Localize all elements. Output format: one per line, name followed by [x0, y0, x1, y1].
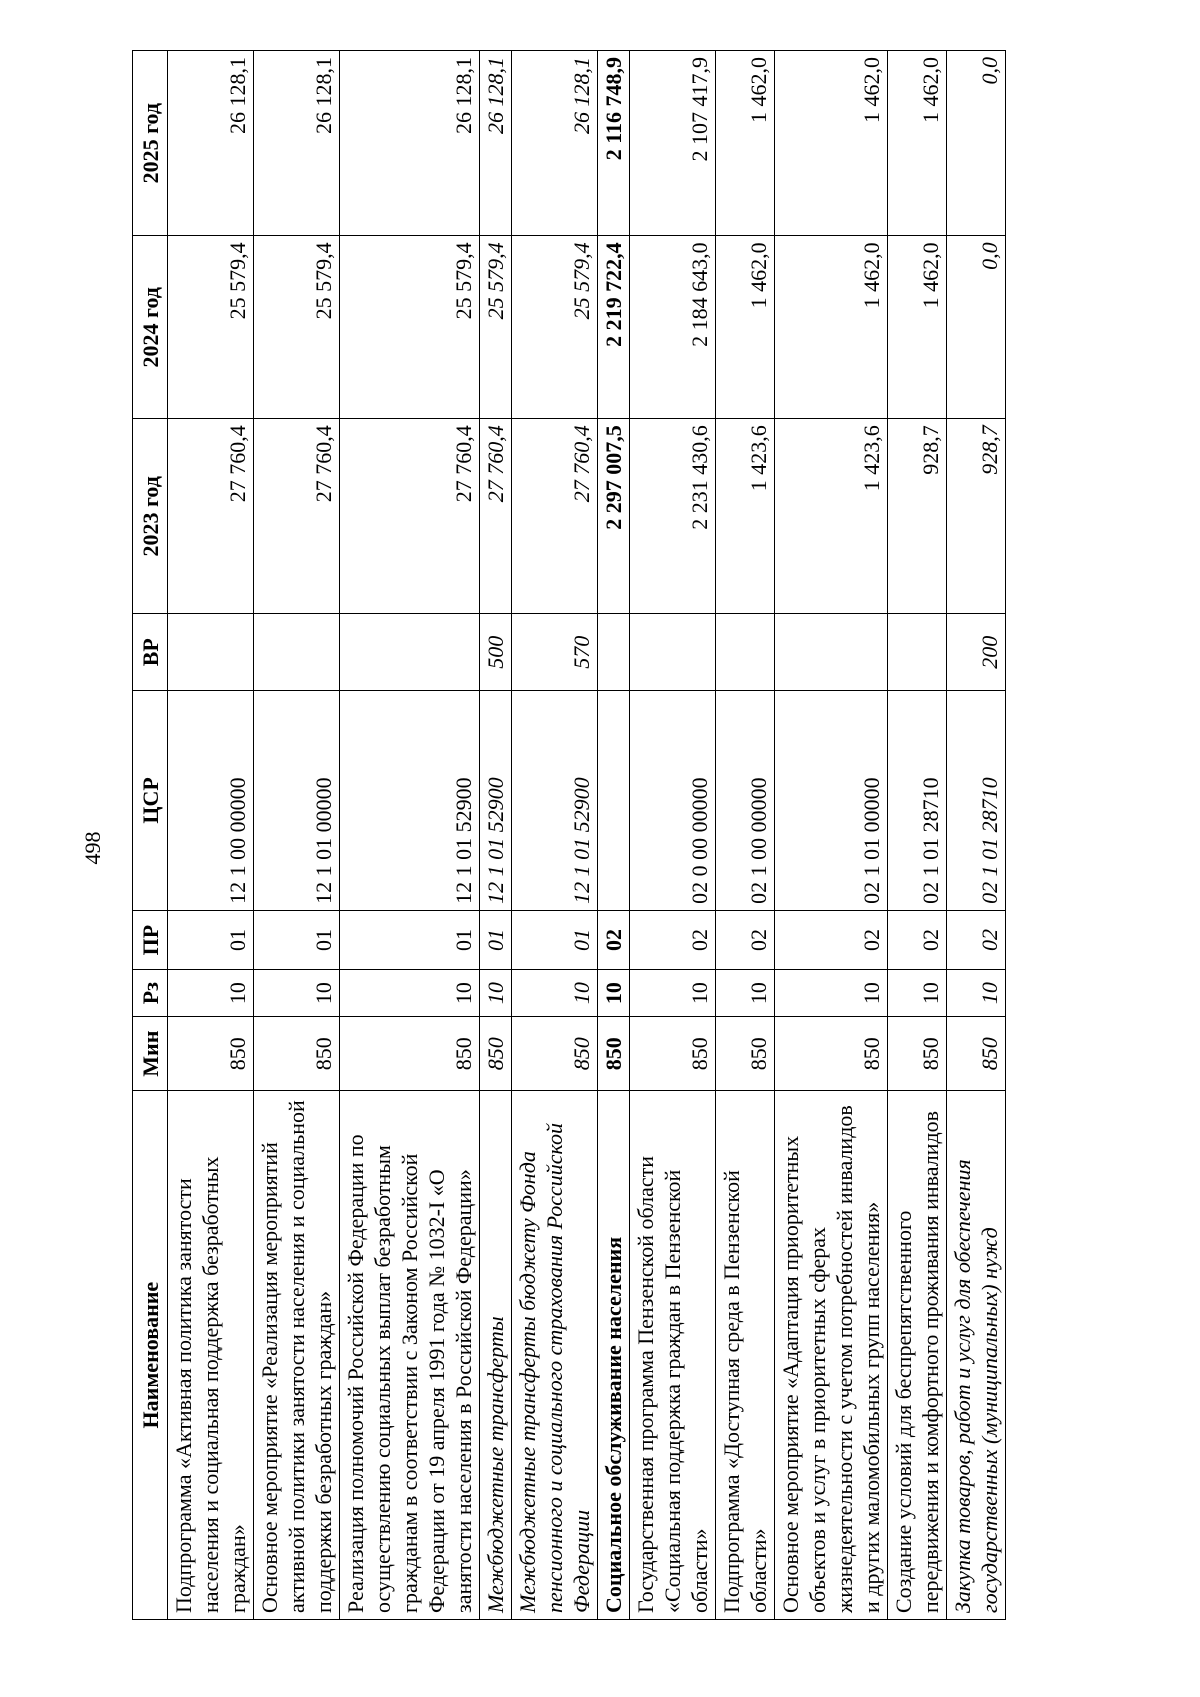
cell-min: 850	[947, 1017, 1006, 1091]
cell-y2024: 25 579,4	[480, 236, 512, 419]
cell-y2023: 1 423,6	[775, 419, 888, 614]
header-name: Наименование	[133, 1091, 168, 1620]
cell-pr: 01	[480, 910, 512, 969]
cell-vr	[888, 614, 947, 691]
header-2025: 2025 год	[133, 51, 168, 236]
cell-rz: 10	[512, 970, 598, 1017]
cell-y2025: 26 128,1	[254, 51, 340, 236]
cell-csr: 12 1 00 00000	[168, 690, 254, 910]
cell-y2025: 2 107 417,9	[630, 51, 716, 236]
table-header-row	[133, 51, 168, 1620]
cell-min: 850	[716, 1017, 775, 1091]
cell-name: Основное мероприятие «Реализация мероприятий активной политики занятости населения и социальной поддержки безработных граждан»	[254, 1091, 340, 1620]
header-csr: ЦСР	[133, 690, 168, 910]
cell-y2025: 1 462,0	[888, 51, 947, 236]
cell-csr: 02 0 00 00000	[630, 690, 716, 910]
cell-rz: 10	[598, 970, 630, 1017]
cell-pr: 02	[888, 910, 947, 969]
table-row	[340, 51, 480, 1620]
cell-y2023: 1 423,6	[716, 419, 775, 614]
rotated-table-container	[132, 50, 1002, 1620]
cell-name: Закупка товаров, работ и услуг для обеспечения государственных (муниципальных) нужд	[947, 1091, 1006, 1620]
cell-y2024: 25 579,4	[254, 236, 340, 419]
header-min: Мин	[133, 1017, 168, 1091]
cell-csr: 02 1 00 00000	[716, 690, 775, 910]
cell-csr: 12 1 01 52900	[480, 690, 512, 910]
cell-y2024: 0,0	[947, 236, 1006, 419]
cell-name: Реализация полномочий Российской Федерации по осуществлению социальных выплат безработным гражданам в соответствии с Законом Российской Федерации от 19 апреля 1991 года № 1032-I «О занятости населения в Российской Федерации»	[340, 1091, 480, 1620]
cell-csr: 02 1 01 00000	[775, 690, 888, 910]
cell-min: 850	[775, 1017, 888, 1091]
cell-vr	[630, 614, 716, 691]
cell-rz: 10	[947, 970, 1006, 1017]
cell-rz: 10	[630, 970, 716, 1017]
cell-y2024: 25 579,4	[512, 236, 598, 419]
cell-min: 850	[168, 1017, 254, 1091]
table-row	[168, 51, 254, 1620]
cell-pr: 02	[716, 910, 775, 969]
cell-csr: 02 1 01 28710	[947, 690, 1006, 910]
cell-y2024: 1 462,0	[888, 236, 947, 419]
cell-min: 850	[630, 1017, 716, 1091]
cell-y2025: 2 116 748,9	[598, 51, 630, 236]
cell-vr	[254, 614, 340, 691]
cell-csr: 12 1 01 52900	[512, 690, 598, 910]
cell-name: Межбюджетные трансферты бюджету Фонда пенсионного и социального страхования Российской Федерации	[512, 1091, 598, 1620]
table-row	[947, 51, 1006, 1620]
cell-y2023: 27 760,4	[168, 419, 254, 614]
header-rz: Рз	[133, 970, 168, 1017]
cell-y2023: 928,7	[888, 419, 947, 614]
table-body	[168, 51, 1006, 1620]
cell-pr: 01	[340, 910, 480, 969]
cell-y2023: 27 760,4	[480, 419, 512, 614]
cell-y2023: 27 760,4	[512, 419, 598, 614]
table-row	[254, 51, 340, 1620]
cell-rz: 10	[716, 970, 775, 1017]
cell-pr: 02	[775, 910, 888, 969]
cell-rz: 10	[168, 970, 254, 1017]
header-2023: 2023 год	[133, 419, 168, 614]
page-number: 498	[80, 831, 105, 865]
cell-rz: 10	[254, 970, 340, 1017]
cell-y2023: 27 760,4	[254, 419, 340, 614]
cell-y2024: 2 219 722,4	[598, 236, 630, 419]
cell-rz: 10	[340, 970, 480, 1017]
cell-vr: 570	[512, 614, 598, 691]
cell-pr: 01	[168, 910, 254, 969]
table-row	[775, 51, 888, 1620]
cell-name: Подпрограмма «Доступная среда в Пензенской области»	[716, 1091, 775, 1620]
table-row	[598, 51, 630, 1620]
cell-y2024: 1 462,0	[775, 236, 888, 419]
cell-y2025: 1 462,0	[775, 51, 888, 236]
cell-name: Социальное обслуживание населения	[598, 1091, 630, 1620]
cell-y2023: 2 297 007,5	[598, 419, 630, 614]
cell-csr: 12 1 01 52900	[340, 690, 480, 910]
cell-name: Основное мероприятие «Адаптация приоритетных объектов и услуг в приоритетных сферах жизнедеятельности с учетом потребностей инвалидов и других маломобильных групп населения»	[775, 1091, 888, 1620]
table-row	[716, 51, 775, 1620]
cell-y2023: 928,7	[947, 419, 1006, 614]
cell-name: Государственная программа Пензенской области «Социальная поддержка граждан в Пензенской области»	[630, 1091, 716, 1620]
cell-csr: 02 1 01 28710	[888, 690, 947, 910]
table-row	[480, 51, 512, 1620]
cell-y2023: 27 760,4	[340, 419, 480, 614]
cell-vr: 500	[480, 614, 512, 691]
cell-y2024: 25 579,4	[168, 236, 254, 419]
cell-min: 850	[512, 1017, 598, 1091]
header-vr: ВР	[133, 614, 168, 691]
cell-min: 850	[598, 1017, 630, 1091]
cell-pr: 02	[630, 910, 716, 969]
cell-vr	[168, 614, 254, 691]
table-row	[512, 51, 598, 1620]
cell-pr: 02	[947, 910, 1006, 969]
cell-rz: 10	[775, 970, 888, 1017]
budget-table	[132, 50, 1006, 1620]
cell-y2025: 26 128,1	[340, 51, 480, 236]
cell-y2025: 1 462,0	[716, 51, 775, 236]
cell-y2023: 2 231 430,6	[630, 419, 716, 614]
cell-name: Подпрограмма «Активная политика занятости населения и социальная поддержка безработных граждан»	[168, 1091, 254, 1620]
cell-y2024: 2 184 643,0	[630, 236, 716, 419]
cell-vr	[716, 614, 775, 691]
cell-vr	[775, 614, 888, 691]
cell-y2025: 0,0	[947, 51, 1006, 236]
cell-rz: 10	[888, 970, 947, 1017]
cell-min: 850	[340, 1017, 480, 1091]
cell-pr: 01	[254, 910, 340, 969]
table-row	[888, 51, 947, 1620]
cell-y2024: 25 579,4	[340, 236, 480, 419]
cell-csr: 12 1 01 00000	[254, 690, 340, 910]
cell-min: 850	[254, 1017, 340, 1091]
cell-y2025: 26 128,1	[480, 51, 512, 236]
cell-min: 850	[480, 1017, 512, 1091]
cell-pr: 02	[598, 910, 630, 969]
cell-csr	[598, 690, 630, 910]
cell-rz: 10	[480, 970, 512, 1017]
cell-name: Создание условий для беспрепятственного передвижения и комфортного проживания инвалидов	[888, 1091, 947, 1620]
cell-min: 850	[888, 1017, 947, 1091]
cell-y2024: 1 462,0	[716, 236, 775, 419]
cell-name: Межбюджетные трансферты	[480, 1091, 512, 1620]
cell-vr	[340, 614, 480, 691]
cell-vr	[598, 614, 630, 691]
header-2024: 2024 год	[133, 236, 168, 419]
header-pr: ПР	[133, 910, 168, 969]
cell-vr: 200	[947, 614, 1006, 691]
cell-y2025: 26 128,1	[512, 51, 598, 236]
table-row	[630, 51, 716, 1620]
cell-pr: 01	[512, 910, 598, 969]
cell-y2025: 26 128,1	[168, 51, 254, 236]
